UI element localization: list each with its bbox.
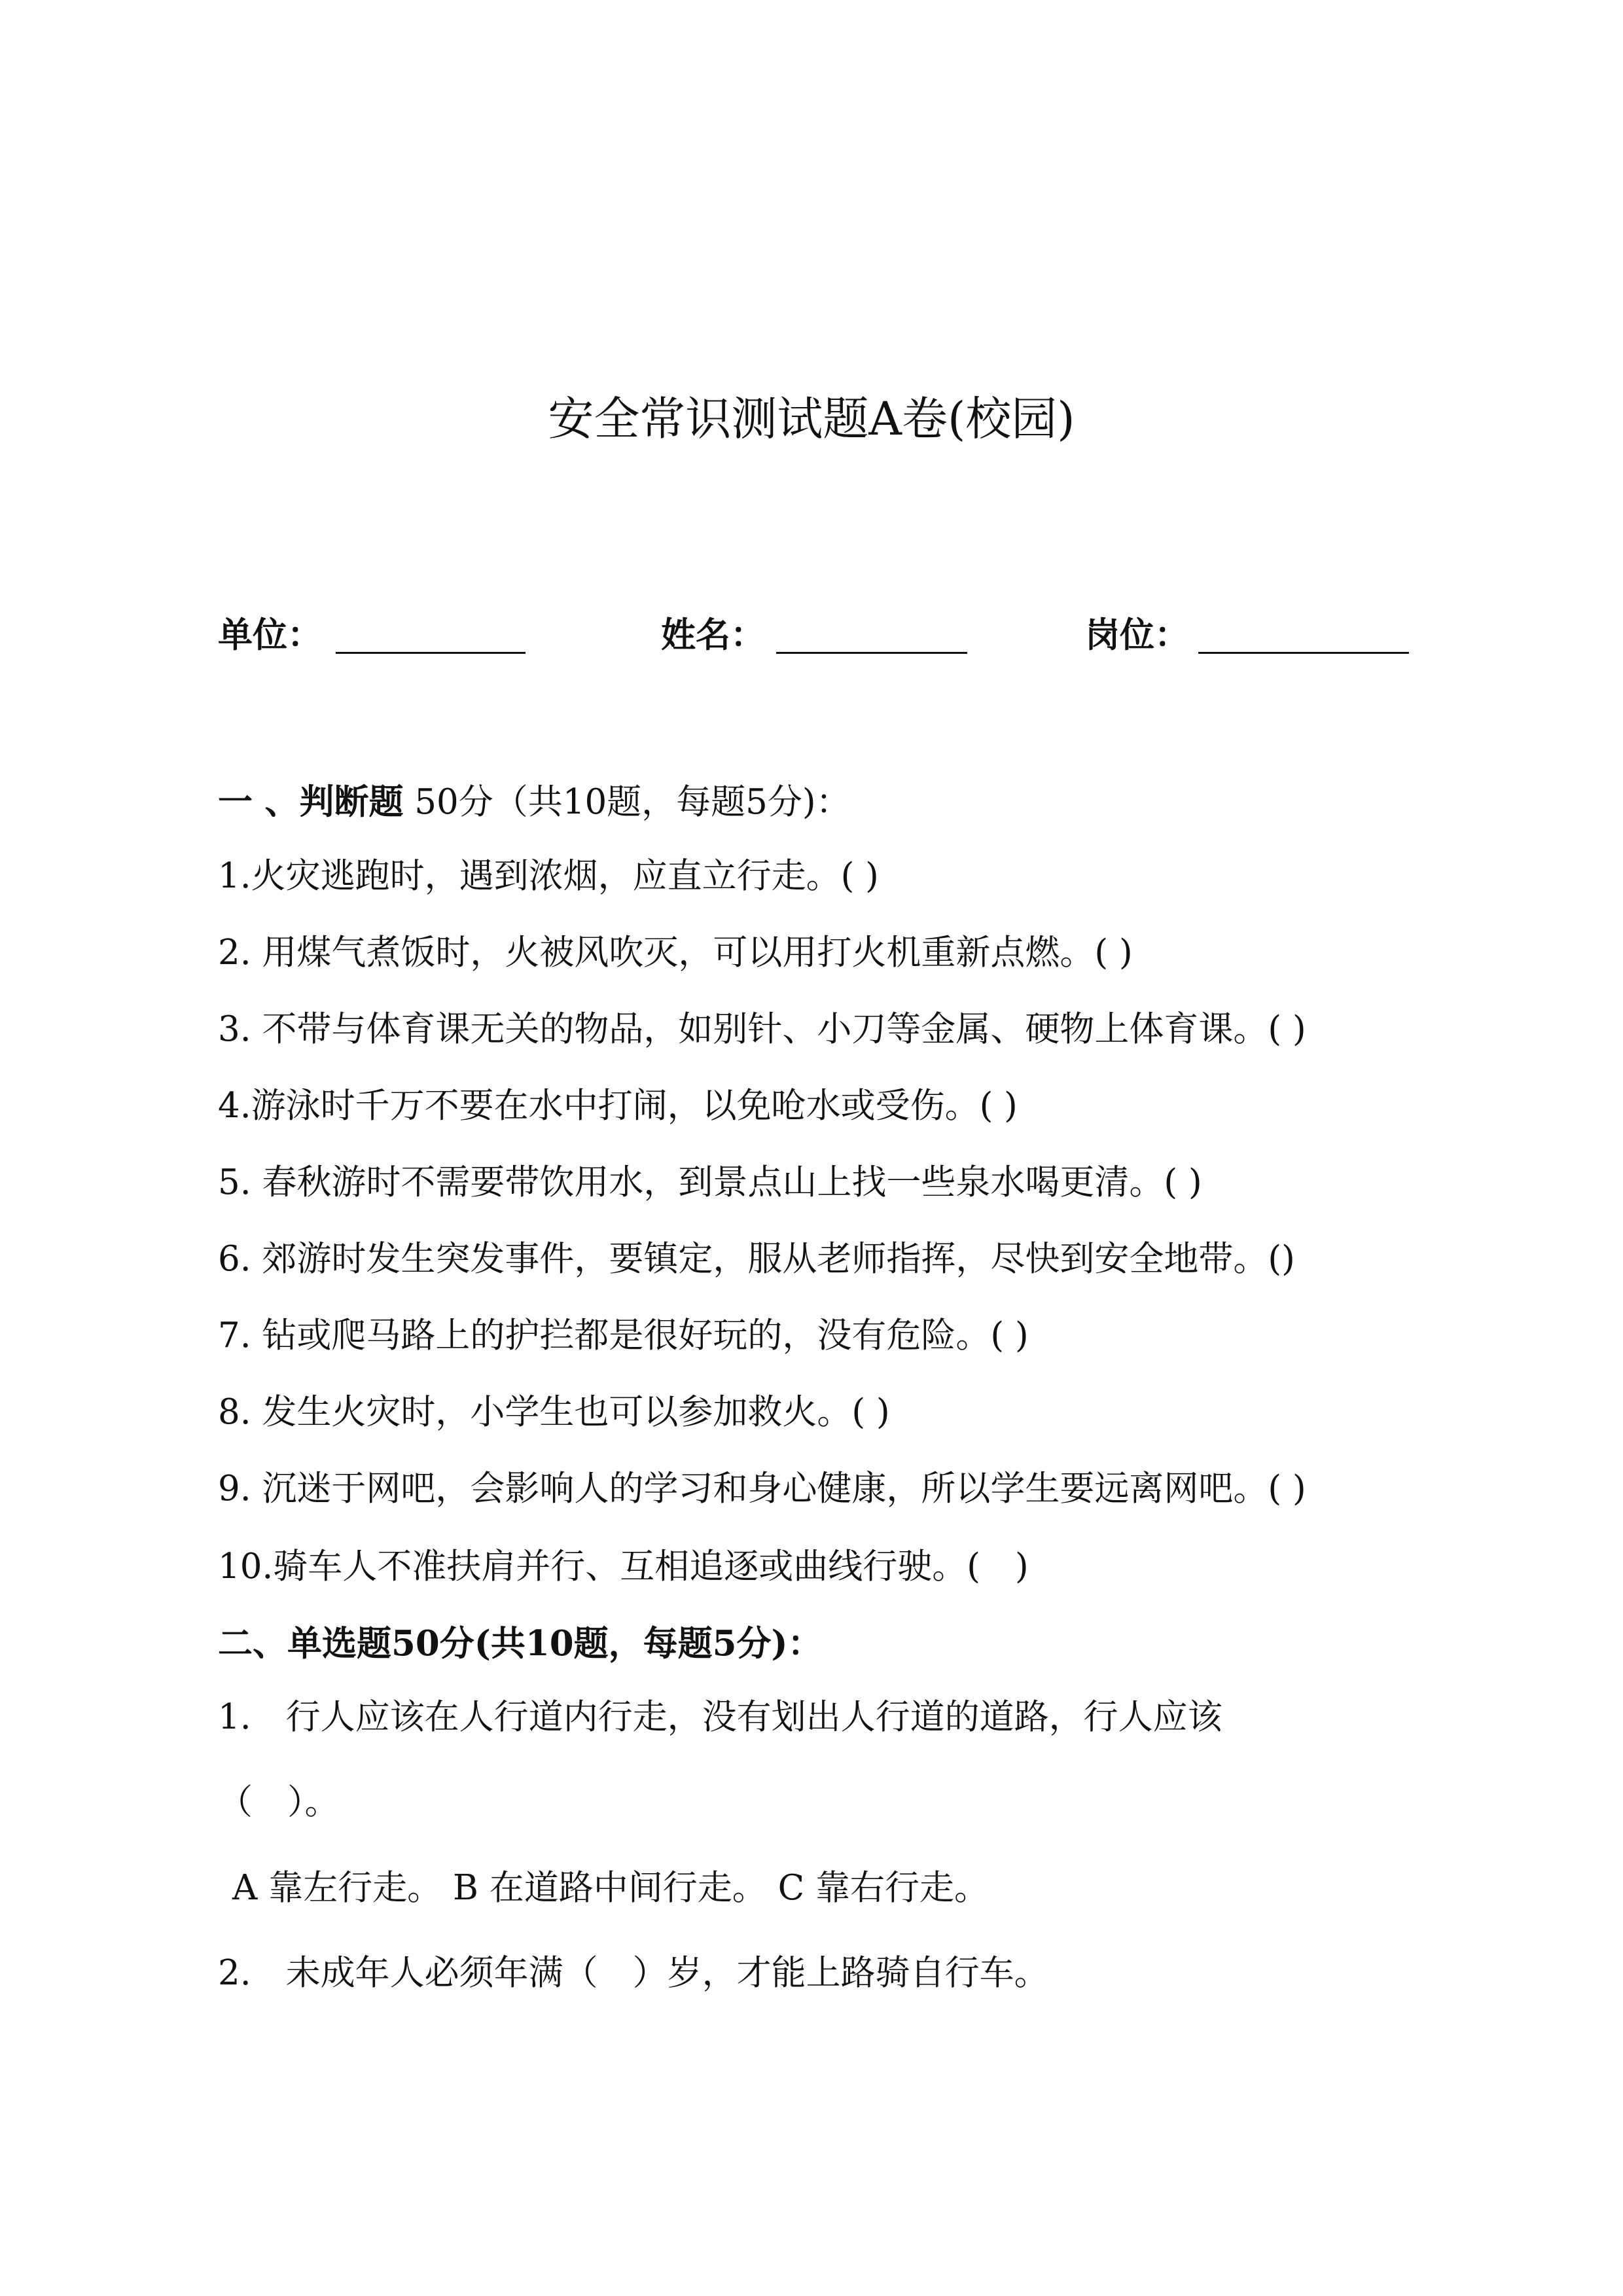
name-label: 姓名： xyxy=(661,615,765,655)
post-label: 岗位： xyxy=(1085,615,1189,655)
question-item: 2. 用煤气煮饭时，火被风吹灭，可以用打火机重新点燃。( ) xyxy=(218,933,1133,973)
question-item: 5. 春秋游时不需要带饮用水，到景点山上找一些泉水喝更清。( ) xyxy=(218,1162,1202,1202)
question-item: 8. 发生火灾时，小学生也可以参加救火。( ) xyxy=(218,1392,890,1432)
question-item: 9. 沉迷于网吧，会影响人的学习和身心健康，所以学生要远离网吧。( ) xyxy=(218,1469,1306,1509)
answer-blank: （ ）。 xyxy=(218,1782,340,1822)
question-item: 3. 不带与体育课无关的物品，如别针、小刀等金属、硬物上体育课。( ) xyxy=(218,1009,1306,1049)
name-blank[interactable] xyxy=(776,652,967,654)
section1-heading-bold: 一 、判断题 xyxy=(218,781,404,822)
question-item: 10.骑车人不准扶肩并行、互相追逐或曲线行驶。( ) xyxy=(218,1547,1029,1587)
unit-blank[interactable] xyxy=(336,652,526,654)
question-stem: 2. 未成年人必须年满（ ）岁，才能上路骑自行车。 xyxy=(218,1953,1049,1993)
question-item: 4.游泳时千万不要在水中打闹，以免呛水或受伤。( ) xyxy=(218,1086,1018,1126)
section1-heading-rest: 50分（共10题，每题5分)： xyxy=(403,782,851,822)
question-item: 6. 郊游时发生突发事件，要镇定，服从老师指挥，尽快到安全地带。() xyxy=(218,1239,1295,1279)
question-stem: 1. 行人应该在人行道内行走，没有划出人行道的道路，行人应该 xyxy=(218,1697,1222,1737)
section1-heading xyxy=(218,779,851,825)
document-title: 安全常识测试题A卷(校园) xyxy=(548,392,1075,446)
section2-heading: 二、单选题50分(共10题，每题5分)： xyxy=(218,1623,823,1664)
answer-options: A 靠左行走。 B 在道路中间行走。 C 靠右行走。 xyxy=(232,1868,990,1908)
question-item: 7. 钻或爬马路上的护拦都是很好玩的，没有危险。( ) xyxy=(218,1316,1029,1355)
question-item: 1.火灾逃跑时，遇到浓烟，应直立行走。( ) xyxy=(218,856,879,896)
post-blank[interactable] xyxy=(1198,652,1409,654)
unit-label: 单位： xyxy=(218,615,322,655)
